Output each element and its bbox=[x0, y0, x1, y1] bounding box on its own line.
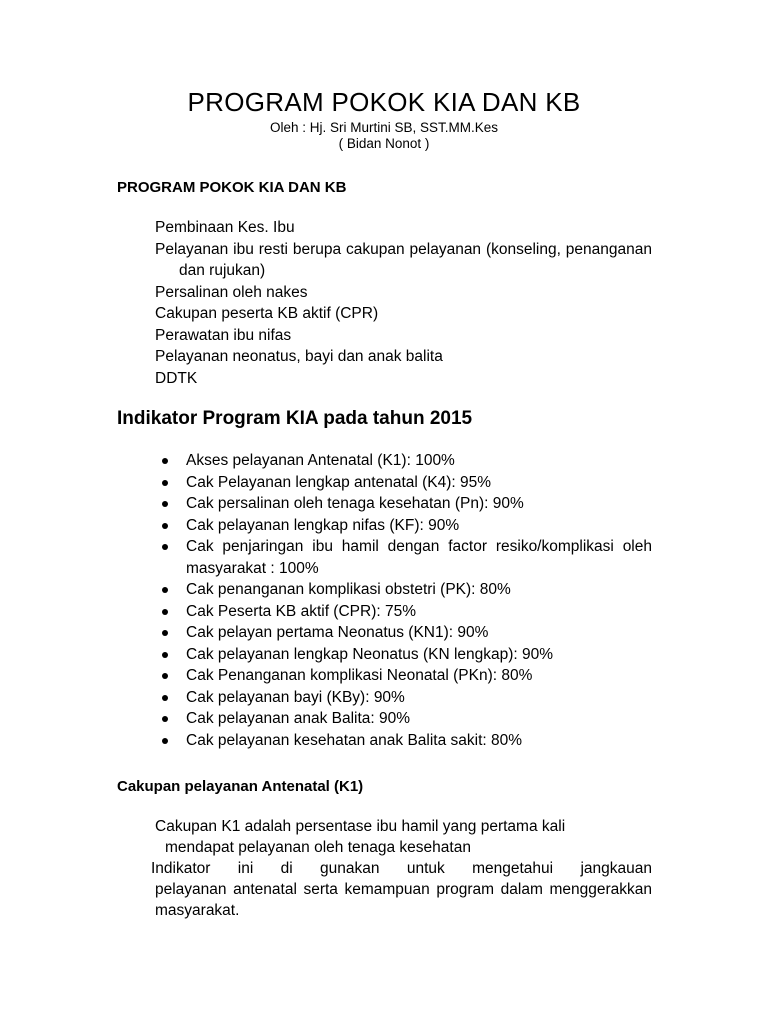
bullet-dot-icon bbox=[162, 458, 168, 464]
list-item: Cak pelayanan bayi (KBy): 90% bbox=[160, 687, 652, 709]
list-item: Cak Pelayanan lengkap antenatal (K4): 95% bbox=[160, 472, 652, 494]
list-item: Cak pelayanan anak Balita: 90% bbox=[160, 708, 652, 730]
list-item: Cak penjaringan ibu hamil dengan factor resiko/komplikasi oleh masyarakat : 100% bbox=[160, 536, 652, 579]
list-item: Pembinaan Kes. Ibu bbox=[155, 219, 295, 236]
list-item: Cakupan K1 adalah persentase ibu hamil yang pertama kali mendapat pelayanan oleh tenaga kesehatan bbox=[155, 818, 566, 856]
list-item: Cak Penanganan komplikasi Neonatal (PKn): 80% bbox=[160, 665, 652, 687]
document-title: PROGRAM POKOK KIA DAN KB bbox=[187, 87, 581, 117]
list-item: Cak Peserta KB aktif (CPR): 75% bbox=[160, 601, 652, 623]
list-item: Pelayanan ibu resti berupa cakupan pelayanan (konseling, penanganan dan rujukan) bbox=[155, 240, 652, 279]
list-item: Cak pelayanan lengkap Neonatus (KN lengkap): 90% bbox=[160, 644, 652, 666]
list-item: Cak pelayanan kesehatan anak Balita sakit: 80% bbox=[160, 730, 652, 752]
bullet-dot-icon bbox=[162, 652, 168, 658]
list-item: Cak pelayan pertama Neonatus (KN1): 90% bbox=[160, 622, 652, 644]
list-item: Pelayanan neonatus, bayi dan anak balita bbox=[155, 348, 443, 365]
cakupan-k1-list bbox=[138, 816, 652, 921]
list-item: Cak pelayanan lengkap nifas (KF): 90% bbox=[160, 515, 652, 537]
bullet-dot-icon bbox=[162, 609, 168, 615]
program-pokok-list bbox=[138, 217, 652, 389]
list-item: DDTK bbox=[155, 369, 198, 387]
bullet-dot-icon bbox=[162, 587, 168, 593]
bullet-dot-icon bbox=[162, 501, 168, 507]
bullet-dot-icon bbox=[162, 480, 168, 486]
list-item: Cakupan peserta KB aktif (CPR) bbox=[155, 305, 379, 322]
list-item: Perawatan ibu nifas bbox=[155, 326, 292, 344]
section-heading-program-pokok: PROGRAM POKOK KIA DAN KB bbox=[117, 179, 347, 196]
list-item: Cak persalinan oleh tenaga kesehatan (Pn): 90% bbox=[160, 493, 652, 515]
bullet-dot-icon bbox=[162, 673, 168, 679]
list-item: Persalinan oleh nakes bbox=[155, 283, 308, 301]
section-heading-cakupan-k1: Cakupan pelayanan Antenatal (K1) bbox=[117, 778, 364, 795]
list-item: Akses pelayanan Antenatal (K1): 100% bbox=[160, 450, 652, 472]
bullet-dot-icon bbox=[162, 630, 168, 636]
indikator-list bbox=[160, 450, 652, 751]
bullet-dot-icon bbox=[162, 523, 168, 529]
author-line: Oleh : Hj. Sri Murtini SB, SST.MM.Kes bbox=[269, 120, 499, 135]
bullet-dot-icon bbox=[162, 695, 168, 701]
list-item: Cak penanganan komplikasi obstetri (PK): 80% bbox=[160, 579, 652, 601]
bullet-dot-icon bbox=[162, 544, 168, 550]
author-alias: ( Bidan Nonot ) bbox=[338, 136, 430, 151]
bullet-dot-icon bbox=[162, 738, 168, 744]
section-heading-indikator: Indikator Program KIA pada tahun 2015 bbox=[117, 408, 473, 429]
bullet-dot-icon bbox=[162, 716, 168, 722]
list-item: Indikator ini di gunakan untuk mengetahui jangkauan pelayanan antenatal serta kemampuan program dalam menggerakkan masyarakat. bbox=[151, 860, 652, 919]
